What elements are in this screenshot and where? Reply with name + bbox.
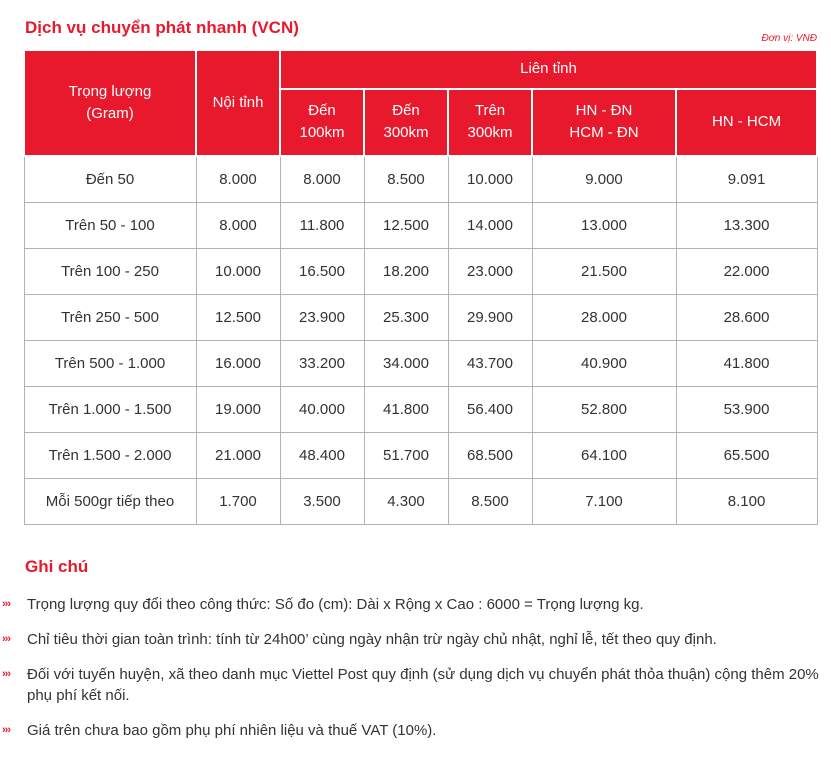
table-row [24, 295, 817, 341]
cell-den-300km: 4.300 [364, 479, 448, 525]
chevron-triple-icon: ››› [2, 633, 10, 645]
table-row [24, 433, 817, 479]
unit-label: Đơn vị: VNĐ [761, 33, 817, 44]
header-hn-hcm: HN - HCM [676, 89, 817, 156]
cell-noi-tinh: 19.000 [196, 387, 280, 433]
cell-tren-300km: 14.000 [448, 203, 532, 249]
cell-tren-300km: 43.700 [448, 341, 532, 387]
chevron-triple-icon: ››› [2, 724, 10, 736]
cell-hn-hcm: 9.091 [676, 156, 817, 203]
cell-hn-dn-hcm-dn: 7.100 [532, 479, 676, 525]
page-title: Dịch vụ chuyển phát nhanh (VCN) [25, 18, 299, 37]
cell-noi-tinh: 1.700 [196, 479, 280, 525]
cell-weight: Trên 1.500 - 2.000 [24, 433, 196, 479]
cell-den-300km: 8.500 [364, 156, 448, 203]
cell-tren-300km: 29.900 [448, 295, 532, 341]
cell-den-100km: 3.500 [280, 479, 364, 525]
cell-hn-dn-hcm-dn: 21.500 [532, 249, 676, 295]
cell-den-300km: 25.300 [364, 295, 448, 341]
table-row [24, 479, 817, 525]
cell-hn-dn-hcm-dn: 64.100 [532, 433, 676, 479]
cell-noi-tinh: 16.000 [196, 341, 280, 387]
cell-weight: Mỗi 500gr tiếp theo [24, 479, 196, 525]
note-item [0, 594, 831, 615]
cell-weight: Đến 50 [24, 156, 196, 203]
table-row [24, 156, 817, 203]
cell-tren-300km: 68.500 [448, 433, 532, 479]
note-text: Chỉ tiêu thời gian toàn trình: tính từ 24h00’ cùng ngày nhận trừ ngày chủ nhật, nghỉ lễ, tết theo quy định. [27, 631, 717, 648]
note-text: Trọng lượng quy đổi theo công thức: Số đo (cm): Dài x Rộng x Cao : 6000 = Trọng lượng kg. [27, 596, 644, 613]
table-row [24, 249, 817, 295]
notes-title: Ghi chú [25, 557, 89, 576]
header-noi-tinh: Nội tỉnh [196, 50, 280, 156]
header-lien-tinh: Liên tỉnh [280, 50, 817, 89]
cell-noi-tinh: 21.000 [196, 433, 280, 479]
cell-hn-hcm: 22.000 [676, 249, 817, 295]
cell-den-300km: 34.000 [364, 341, 448, 387]
note-item [0, 720, 831, 741]
note-text: Giá trên chưa bao gồm phụ phí nhiên liệu và thuế VAT (10%). [27, 722, 437, 739]
cell-hn-dn-hcm-dn: 13.000 [532, 203, 676, 249]
cell-hn-dn-hcm-dn: 40.900 [532, 341, 676, 387]
cell-noi-tinh: 12.500 [196, 295, 280, 341]
cell-den-100km: 33.200 [280, 341, 364, 387]
cell-hn-dn-hcm-dn: 52.800 [532, 387, 676, 433]
header-tren-300km: Trên 300km [448, 89, 532, 156]
chevron-triple-icon: ››› [2, 668, 10, 680]
cell-den-100km: 8.000 [280, 156, 364, 203]
cell-den-100km: 48.400 [280, 433, 364, 479]
cell-hn-hcm: 65.500 [676, 433, 817, 479]
cell-den-100km: 23.900 [280, 295, 364, 341]
table-row [24, 341, 817, 387]
note-text: Đối với tuyến huyện, xã theo danh mục Viettel Post quy định (sử dụng dịch vụ chuyển phát thỏa thuận) cộng thêm 20% phụ phí kết nối. [27, 666, 819, 704]
cell-den-100km: 16.500 [280, 249, 364, 295]
header-hn-dn-hcm-dn: HN - ĐN HCM - ĐN [532, 89, 676, 156]
cell-hn-hcm: 53.900 [676, 387, 817, 433]
cell-hn-hcm: 41.800 [676, 341, 817, 387]
cell-tren-300km: 56.400 [448, 387, 532, 433]
notes-list [0, 594, 831, 755]
note-item [0, 664, 831, 706]
header-den-300km: Đến 300km [364, 89, 448, 156]
cell-den-100km: 40.000 [280, 387, 364, 433]
cell-hn-dn-hcm-dn: 28.000 [532, 295, 676, 341]
cell-den-300km: 41.800 [364, 387, 448, 433]
cell-weight: Trên 50 - 100 [24, 203, 196, 249]
cell-tren-300km: 8.500 [448, 479, 532, 525]
cell-hn-hcm: 8.100 [676, 479, 817, 525]
cell-noi-tinh: 10.000 [196, 249, 280, 295]
header-weight: Trọng lượng (Gram) [24, 50, 196, 156]
cell-den-300km: 51.700 [364, 433, 448, 479]
price-table [23, 49, 818, 525]
note-item [0, 629, 831, 650]
cell-den-100km: 11.800 [280, 203, 364, 249]
chevron-triple-icon: ››› [2, 598, 10, 610]
cell-tren-300km: 10.000 [448, 156, 532, 203]
cell-weight: Trên 250 - 500 [24, 295, 196, 341]
cell-tren-300km: 23.000 [448, 249, 532, 295]
cell-weight: Trên 1.000 - 1.500 [24, 387, 196, 433]
table-row [24, 387, 817, 433]
cell-weight: Trên 500 - 1.000 [24, 341, 196, 387]
cell-den-300km: 18.200 [364, 249, 448, 295]
cell-weight: Trên 100 - 250 [24, 249, 196, 295]
table-row [24, 203, 817, 249]
cell-noi-tinh: 8.000 [196, 156, 280, 203]
cell-hn-dn-hcm-dn: 9.000 [532, 156, 676, 203]
cell-hn-hcm: 28.600 [676, 295, 817, 341]
cell-noi-tinh: 8.000 [196, 203, 280, 249]
cell-hn-hcm: 13.300 [676, 203, 817, 249]
cell-den-300km: 12.500 [364, 203, 448, 249]
header-den-100km: Đến 100km [280, 89, 364, 156]
